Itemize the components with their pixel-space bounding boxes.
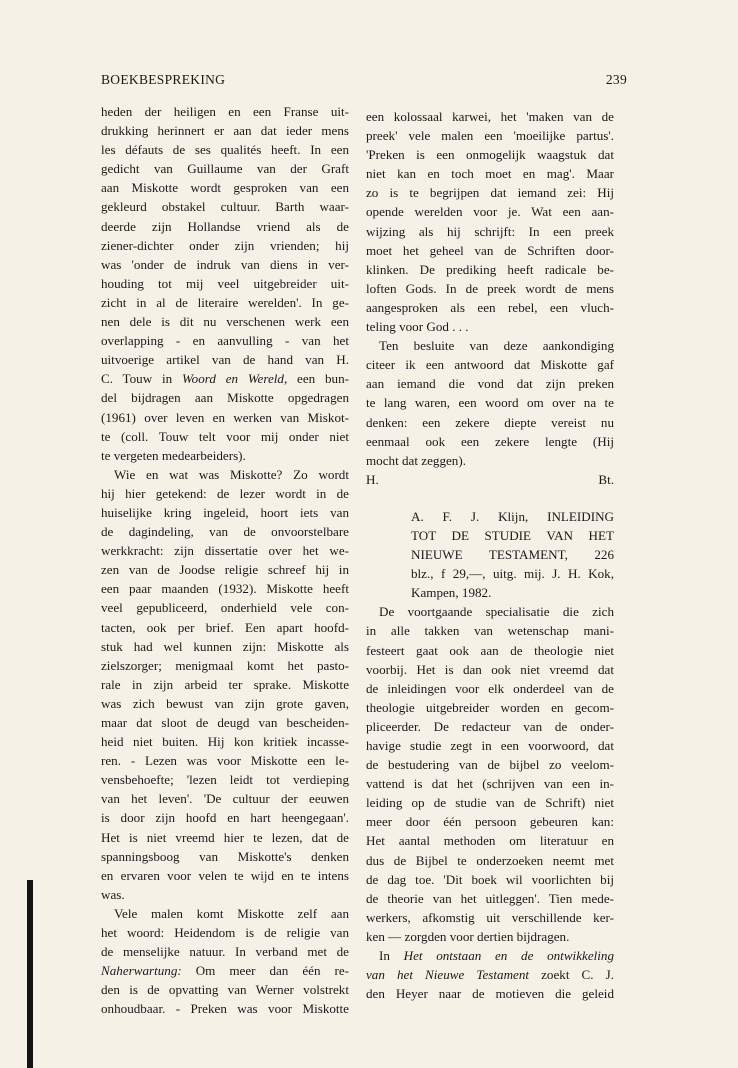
text-line: les défauts de ses qualités heeft. In een xyxy=(101,142,349,158)
text-line: houding tot mij veel uitgebreider uit- xyxy=(101,275,349,291)
text-line: den is de opvatting van Werner volstrekt xyxy=(101,982,349,998)
text-line: en ervaren voor velen te wijd en te intens xyxy=(101,867,349,883)
running-head xyxy=(101,72,627,90)
text-line: moet het geheel van de Schriften door- xyxy=(366,242,614,258)
italic-title: Woord en Wereld, xyxy=(181,371,288,387)
text-line: was 'onder de indruk van diens in ver- xyxy=(101,256,349,272)
text-line: aan Miskotte wordt gesproken van een xyxy=(101,180,349,196)
text-line: werkkracht: zijn dissertatie over het we- xyxy=(101,543,349,559)
text-line: het woord: Heidendom is de religie van xyxy=(101,925,349,941)
review-heading xyxy=(366,507,614,602)
text-line: wijzing als hij schrijft: In een preek xyxy=(366,223,614,239)
text-line: heid niet buiten. Hij kon kritiek incasse- xyxy=(101,734,349,750)
text-line: drukking herinnert er aan dat ieder mens xyxy=(101,123,349,139)
text-line: citeer ik een antwoord dat Miskotte gaf xyxy=(366,357,614,373)
text-line: onhoudbaar. - Preken was voor Miskotte xyxy=(101,1001,349,1017)
text-line: van het leven'. 'De cultuur der eeuwen xyxy=(101,791,349,807)
text-line: Vele malen komt Miskotte zelf aan xyxy=(114,905,349,921)
right-column xyxy=(366,107,614,1003)
text-line: de theorie van het uitleggen'. Tien mede- xyxy=(366,890,614,906)
text-line: (1961) over leven en werken van Miskot- xyxy=(101,409,349,425)
text-run: zoekt C. J. xyxy=(529,967,614,983)
text-line: rale in zijn arbeid ter sprake. Miskotte xyxy=(101,676,349,692)
text-line: zicht in al de literaire werelden'. In ge- xyxy=(101,294,349,310)
text-line xyxy=(101,369,349,388)
text-line: te lang waren, een woord om over na te xyxy=(366,395,614,411)
text-run: C. Touw in xyxy=(101,371,182,387)
text-line: dus de Bijbel te onderzoeken neemt met xyxy=(366,852,614,868)
text-line: hij hier getekend: de lezer wordt in de xyxy=(101,485,349,501)
text-run: Om meer dan één re- xyxy=(181,963,349,979)
text-line: denken: een zekere diepte vereist nu xyxy=(366,414,614,430)
text-line: nen dele is dit nu verschenen werk een xyxy=(101,314,349,330)
section-title: BOEKBESPREKING xyxy=(101,72,226,87)
text-run: een bun- xyxy=(287,371,349,387)
text-line: te vergeten medearbeiders). xyxy=(101,447,246,463)
text-line: stuk had wel kunnen zijn: Miskotte als xyxy=(101,638,349,654)
text-line: pliceerder. De redacteur van de onder- xyxy=(366,718,614,734)
text-line: een kolossaal karwei, het 'maken van de xyxy=(366,109,614,124)
text-line: leiding op de studie van de Schrift) niet xyxy=(366,795,614,811)
text-line: ren. - Lezen was voor Miskotte een le- xyxy=(101,753,349,769)
text-line: festeert gaat ook aan de theologie niet xyxy=(366,642,614,658)
text-line: aan iemand die vond dat zijn preken xyxy=(366,376,614,392)
italic-title: Naherwartung: xyxy=(101,963,182,979)
text-line: Ten besluite van deze aankondiging xyxy=(379,338,614,354)
text-line: loften Gods. In de preek wordt de mens xyxy=(366,280,614,296)
text-line: klinken. De prediking heeft radicale be- xyxy=(366,261,614,277)
text-line: theologie uitgebreider worden en gecom- xyxy=(366,699,614,715)
text-line: gedicht van Guillaume van der Graft xyxy=(101,161,349,177)
text-line: Het is niet vreemd hier te lezen, dat de xyxy=(101,829,349,845)
section-gap xyxy=(366,489,614,507)
text-line: de dagindeling, van de onvoorstelbare xyxy=(101,524,349,540)
text-line: tacten, ook per brief. Een apart hoofd- xyxy=(101,619,349,635)
text-line: teling voor God . . . xyxy=(366,319,469,335)
text-line: te (coll. Touw telt voor mij onder niet xyxy=(101,428,349,444)
text-line: den Heyer naar de motieven die geleid xyxy=(366,986,614,1002)
text-line: ziener-dichter onder zijn vrienden; hij xyxy=(101,237,349,253)
review-heading-line: TOT DE STUDIE VAN HET xyxy=(411,527,614,543)
text-line: 'Preken is een onmogelijk waagstuk dat xyxy=(366,147,614,163)
text-line: uitvoerige artikel van de hand van H. xyxy=(101,352,349,368)
text-line: gekleurd obstakel cultuur. Barth waar- xyxy=(101,199,349,215)
text-line: was zich bewust van zijn grote gaven, xyxy=(101,695,349,711)
text-line xyxy=(366,965,614,984)
text-line: spanningsboog van Miskotte's denken xyxy=(101,848,349,864)
text-line: heden der heiligen en een Franse uit- xyxy=(101,104,349,119)
text-line: havige studie zegt in een voorwoord, dat xyxy=(366,738,614,753)
italic-title: Het ontstaan en de ontwikkeling xyxy=(403,948,615,964)
text-line: de menselijke natuur. In verband met de xyxy=(101,944,349,960)
text-line: Het aantal methoden om literatuur en xyxy=(366,833,614,849)
text-line: zen van de Joodse religie schreef hij in xyxy=(101,562,349,578)
signature-initials: Bt. xyxy=(598,471,614,487)
scan-edge-shadow xyxy=(27,880,33,1068)
page-number: 239 xyxy=(605,72,627,87)
text-line: meer door één persoon gebeuren kan: xyxy=(366,814,614,830)
left-column xyxy=(101,102,349,1019)
review-heading-line: blz., f 29,—, uitg. mij. J. H. Kok, xyxy=(411,566,614,582)
review-heading-line: Kampen, 1982. xyxy=(411,585,492,601)
text-line: niet kan en toch moet en mag'. Maar xyxy=(366,166,614,182)
italic-title: van het Nieuwe Testament xyxy=(366,967,530,983)
text-line xyxy=(101,961,349,980)
review-heading-line: A. F. J. Klijn, INLEIDING xyxy=(411,508,614,524)
text-line: opende werelden voor je. Wat een aan- xyxy=(366,204,614,220)
text-line: in alle takken van wetenschap mani- xyxy=(366,623,614,639)
reviewer-signature xyxy=(366,470,614,489)
text-line: del bijdragen aan Miskotte opgedragen xyxy=(101,390,349,406)
text-line: een paar maanden (1932). Miskotte heeft xyxy=(101,581,349,597)
text-line: eenmaal ook een zekere lengte (Hij xyxy=(366,433,614,449)
text-line: zielszorger; menigmaal komt het pasto- xyxy=(101,657,349,673)
text-line: De voortgaande specialisatie die zich xyxy=(379,604,614,620)
text-line: vattend is dat het (schrijven van een in- xyxy=(366,776,614,792)
text-line xyxy=(366,946,614,965)
text-line: was. xyxy=(101,886,125,902)
text-run: In xyxy=(379,948,404,964)
text-line: preek' vele malen een 'moeilijke partus'. xyxy=(366,128,614,144)
text-line: is door zijn hoofd en hart heengegaan'. xyxy=(101,810,349,826)
text-line: vensbehoefte; 'lezen leidt tot verdieping xyxy=(101,772,349,788)
text-line: voorbij. Het is dan ook niet vreemd dat xyxy=(366,661,614,677)
text-line: huiselijke kring ingeleid, hoort iets van xyxy=(101,504,349,520)
text-line: werkers, afkomstig uit verschillende ker- xyxy=(366,909,614,925)
text-line: ken — zorgden voor dertien bijdragen. xyxy=(366,928,570,944)
text-line: de inleidingen voor elk onderdeel van de xyxy=(366,680,614,696)
text-line: Wie en wat was Miskotte? Zo wordt xyxy=(114,466,349,482)
text-line: mocht dat zeggen). xyxy=(366,452,466,468)
review-heading-line: NIEUWE TESTAMENT, 226 xyxy=(411,547,614,563)
text-line: deerde zijn Hollandse vriend als de xyxy=(101,218,349,234)
text-line: aangesproken als een rebel, een vluch- xyxy=(366,299,614,315)
text-line: de dag toe. 'Dit boek wil voorlichten bij xyxy=(366,871,614,887)
text-line: de bestudering van de bijbel zo veelom- xyxy=(366,757,614,773)
text-line: zo is te begrijpen dat iemand zei: Hij xyxy=(366,185,614,201)
signature-initial: H. xyxy=(366,471,379,487)
text-line: maar dat sloot de deugd van bescheiden- xyxy=(101,715,349,730)
text-line: veel gepubliceerd, onderhield vele con- xyxy=(101,600,349,616)
text-line: overlapping - en aanvulling - van het xyxy=(101,333,349,349)
